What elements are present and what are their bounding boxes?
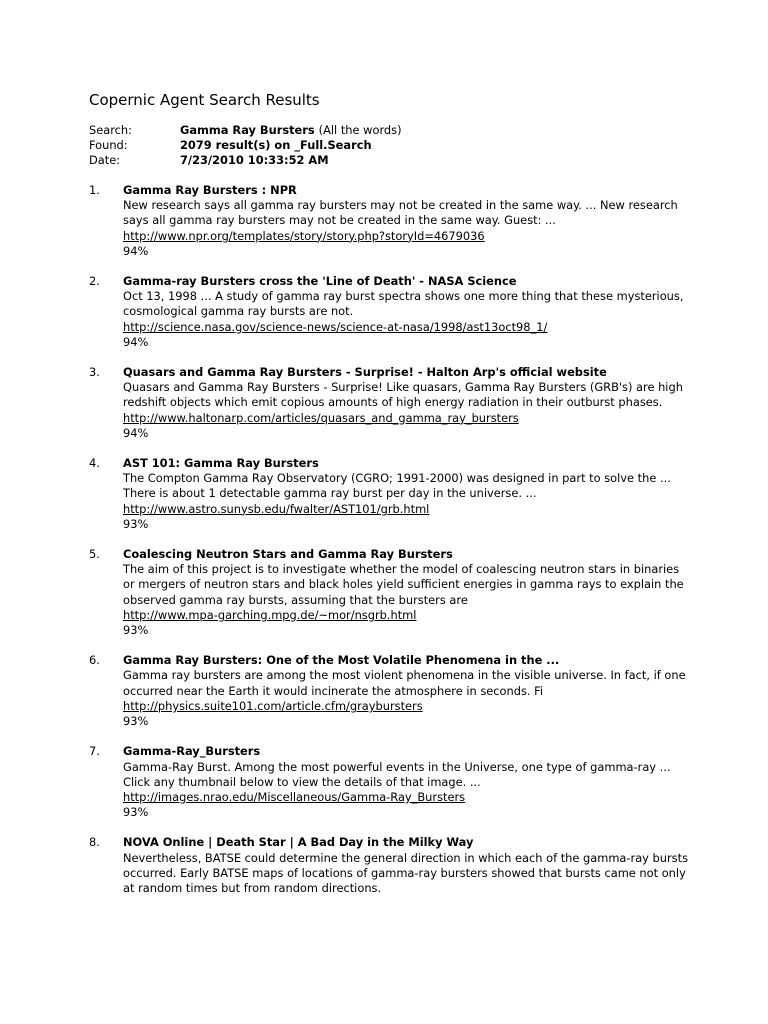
result-number: 1.: [89, 183, 100, 197]
result-snippet: The Compton Gamma Ray Observatory (CGRO; 1991-2000) was designed in part to solve the ... There is about 1 detectable gamma ray burst per day in the universe. ...: [123, 471, 671, 501]
result-snippet: New research says all gamma ray bursters may not be created in the same way. ... New research says all gamma ray bursters may not be created in the same way. Guest: ...: [123, 198, 678, 228]
result-item: [89, 183, 689, 259]
result-title: Gamma-ray Bursters cross the 'Line of Death' - NASA Science: [123, 274, 517, 289]
result-snippet: Quasars and Gamma Ray Bursters - Surprise! Like quasars, Gamma Ray Bursters (GRB's) are high redshift objects which emit copious amounts of high energy radiation in their outburst phases.: [123, 380, 683, 410]
search-label: Search:: [89, 123, 132, 137]
result-score: 94%: [123, 334, 149, 349]
result-url-link[interactable]: http://images.nrao.edu/Miscellaneous/Gamma-Ray_Bursters: [123, 789, 466, 804]
result-item: [89, 835, 689, 896]
results-list: [89, 183, 689, 911]
result-item: [89, 653, 689, 729]
result-snippet: Oct 13, 1998 ... A study of gamma ray burst spectra shows one more thing that these mysterious, cosmological gamma ray bursts are not.: [123, 289, 684, 319]
date-label: Date:: [89, 153, 121, 168]
result-score: 94%: [123, 243, 149, 258]
result-snippet: Gamma ray bursters are among the most violent phenomena in the visible universe. In fact, if one occurred near the Earth it would incinerate the atmosphere in seconds. Fi: [123, 668, 686, 698]
result-url-link[interactable]: http://www.mpa-garching.mpg.de/~mor/nsgrb.html: [123, 607, 417, 622]
result-snippet: The aim of this project is to investigate whether the model of coalescing neutron stars in binaries or mergers of neutron stars and black holes yield sufficient energies in gamma rays to explain the observed gamma ray bursts, assuming that the bursters are: [123, 562, 684, 607]
result-url-link[interactable]: http://physics.suite101.com/article.cfm/graybursters: [123, 698, 423, 713]
result-title: Gamma Ray Bursters: One of the Most Volatile Phenomena in the ...: [123, 653, 560, 668]
result-score: 93%: [123, 516, 149, 531]
document-title: Copernic Agent Search Results: [89, 91, 320, 109]
result-score: 93%: [123, 623, 149, 638]
result-score: 93%: [123, 805, 149, 820]
search-value: [180, 123, 402, 138]
result-url-link[interactable]: http://www.astro.sunysb.edu/fwalter/AST101/grb.html: [123, 501, 430, 516]
result-title: Gamma-Ray_Bursters: [123, 744, 261, 759]
result-title: Gamma Ray Bursters : NPR: [123, 183, 297, 197]
result-number: 2.: [89, 274, 100, 289]
result-number: 3.: [89, 365, 100, 380]
result-title: Quasars and Gamma Ray Bursters - Surprise! - Halton Arp's official website: [123, 365, 607, 380]
search-query: Gamma Ray Bursters: [180, 123, 315, 137]
result-url-link[interactable]: http://www.npr.org/templates/story/story.php?storyId=4679036: [123, 228, 485, 243]
result-item: [89, 365, 689, 441]
result-number: 8.: [89, 835, 100, 850]
result-item: [89, 274, 689, 350]
result-snippet: Nevertheless, BATSE could determine the general direction in which each of the gamma-ray bursts occurred. Early BATSE maps of locations of gamma-ray bursters showed that bursts came not only at random times but from random directions.: [123, 850, 688, 895]
result-item: [89, 456, 689, 532]
result-number: 5.: [89, 547, 100, 562]
found-value: 2079 result(s) on _Full.Search: [180, 138, 372, 153]
result-item: [89, 547, 689, 638]
result-url-link[interactable]: http://science.nasa.gov/science-news/science-at-nasa/1998/ast13oct98_1/: [123, 319, 548, 334]
search-mode: (All the words): [318, 123, 402, 137]
date-value: 7/23/2010 10:33:52 AM: [180, 153, 329, 168]
result-score: 93%: [123, 714, 149, 729]
result-item: [89, 744, 689, 820]
result-url-link[interactable]: http://www.haltonarp.com/articles/quasars_and_gamma_ray_bursters: [123, 410, 519, 425]
found-label: Found:: [89, 138, 128, 153]
result-score: 94%: [123, 425, 149, 440]
result-title: Coalescing Neutron Stars and Gamma Ray Bursters: [123, 547, 453, 562]
result-snippet: Gamma-Ray Burst. Among the most powerful events in the Universe, one type of gamma-ray ... Click any thumbnail below to view the details of that image. ...: [123, 759, 671, 789]
result-title: NOVA Online | Death Star | A Bad Day in the Milky Way: [123, 835, 474, 850]
result-number: 7.: [89, 744, 100, 759]
result-title: AST 101: Gamma Ray Bursters: [123, 456, 319, 471]
result-number: 4.: [89, 456, 100, 471]
result-number: 6.: [89, 653, 100, 668]
